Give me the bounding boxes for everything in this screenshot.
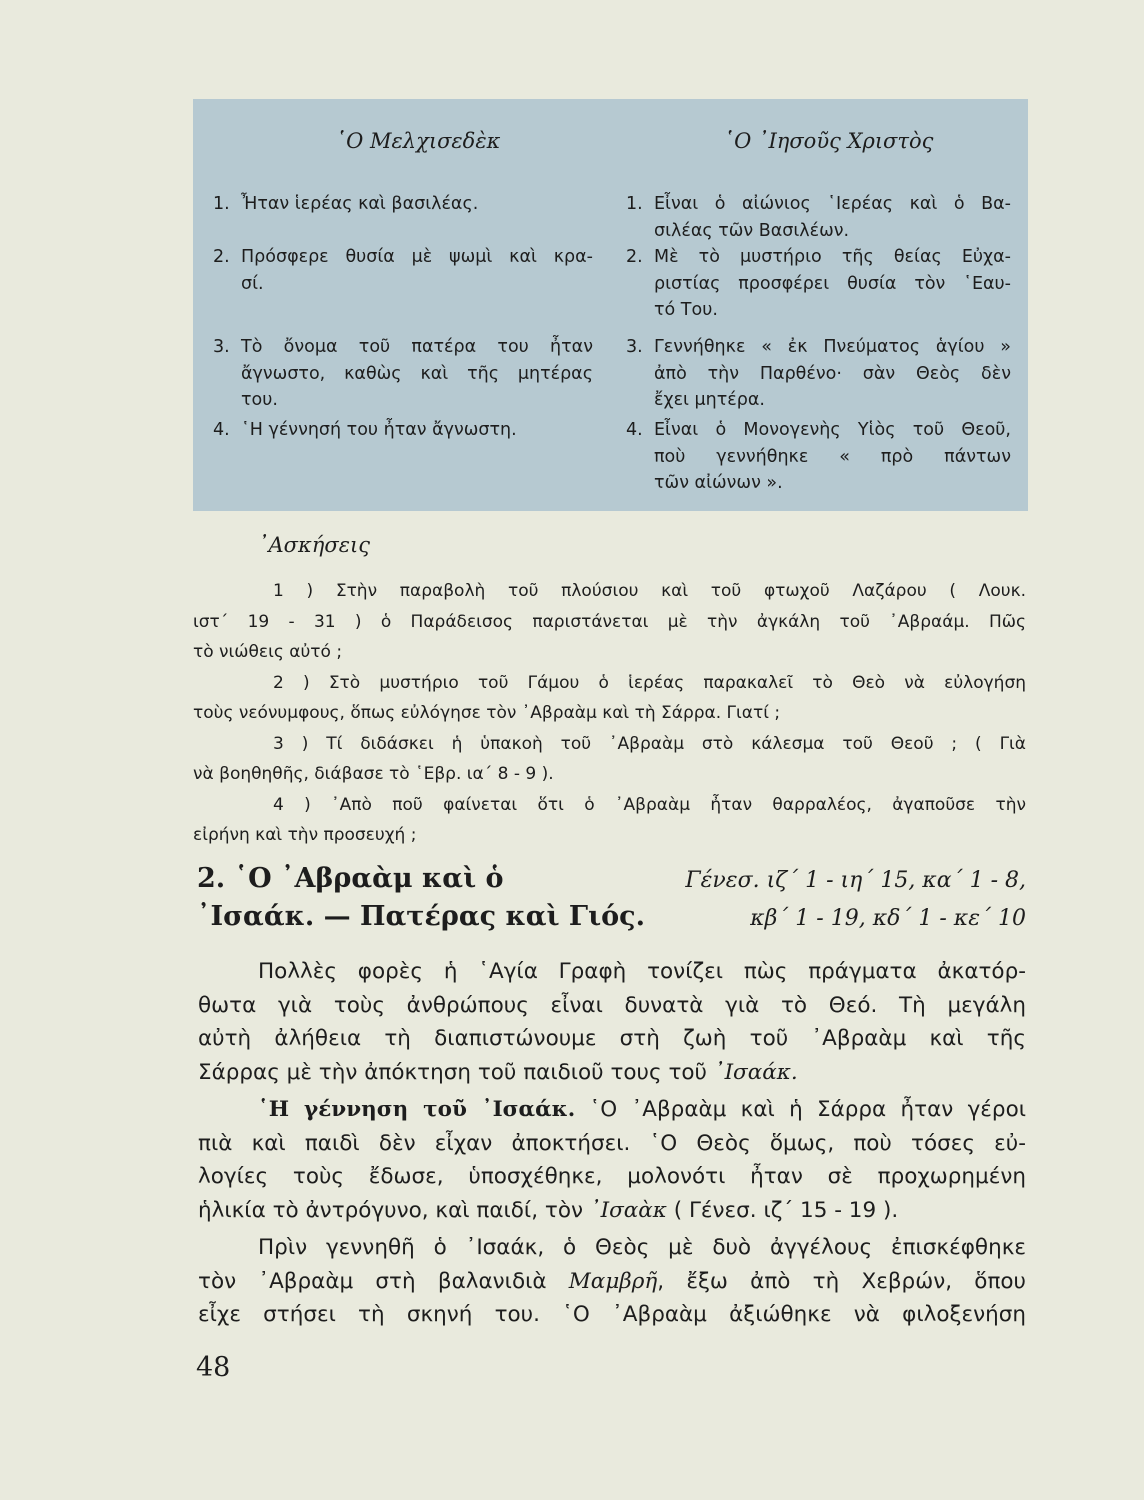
- exercises-list: [193, 576, 1026, 851]
- melchisedek-item-2: 2. Πρόσφερε θυσία μὲ ψωμὶ καὶ κρα- σί.: [213, 247, 593, 294]
- jesus-item-1: 1. Εἶναι ὁ αἰώνιος ῾Ιερέας καὶ ὁ Βα- σιλέας τῶν Βασιλέων.: [626, 194, 1011, 241]
- exercise-line: τοὺς νεόνυμφους, ὅπως εὐλόγησε τὸν ᾿Αβραὰμ καὶ τὴ Σάρρα. Γιατί ;: [193, 703, 781, 723]
- paragraph-isaac-birth: ῾Η γέννηση τοῦ ᾿Ισαάκ. ῾Ο ᾿Αβραὰμ καὶ ἡ Σάρρα ἦταν γέροι πιὰ καὶ παιδὶ δὲν εἶχαν ἀποκτήσει. ῾Ο Θεὸς ὅμως, ποὺ τόσες εὐ- λογίες τοὺς ἔδωσε, ὑποσχέθηκε, μολονότι ἦταν σὲ προχωρημένη ἡλικία τὸ ἀντρόγυνο, καὶ παιδί, τὸν ᾿Ισαὰκ ( Γένεσ. ιζ΄ 15 - 19 ).: [198, 1097, 1026, 1223]
- exercise-line: ιστ΄ 19 - 31 ) ὁ Παράδεισος παριστάνεται μὲ τὴν ἀγκάλη τοῦ ᾿Αβραάμ. Πῶς: [193, 611, 1026, 632]
- exercise-line: 3 ) Τί διδάσκει ἡ ὑπακοὴ τοῦ ᾿Αβραὰμ στὸ κάλεσμα τοῦ Θεοῦ ; ( Γιὰ: [273, 733, 1026, 754]
- exercises-heading: ᾿Ασκήσεις: [258, 533, 370, 557]
- melchisedek-item-4: 4. ῾Η γέννησή του ἦταν ἄγνωστη.: [213, 420, 517, 440]
- jesus-item-3: 3. Γεννήθηκε « ἐκ Πνεύματος ἁγίου » ἀπὸ τὴν Παρθένο· σὰν Θεὸς δὲν ἔχει μητέρα.: [626, 337, 1011, 410]
- exercise-line: τὸ νιώθεις αὐτό ;: [193, 642, 343, 662]
- exercise-line: 4 ) ᾿Απὸ ποῦ φαίνεται ὅτι ὁ ᾿Αβραὰμ ἦταν θαρραλέος, ἀγαποῦσε τὴν: [273, 794, 1026, 815]
- melchisedek-title: ῾Ο Μελχισεδὲκ: [335, 129, 501, 153]
- jesus-item-2: 2. Μὲ τὸ μυστήριο τῆς θείας Εὐχα- ριστίας προσφέρει θυσία τὸν ῾Εαυ- τό Του.: [626, 247, 1011, 320]
- melchisedek-item-3: 3. Τὸ ὄνομα τοῦ πατέρα του ἦταν ἄγνωστο, καθὼς καὶ τῆς μητέρας του.: [213, 337, 593, 410]
- jesus-item-4: 4. Εἶναι ὁ Μονογενὴς Υἱὸς τοῦ Θεοῦ, ποὺ γεννήθηκε « πρὸ πάντων τῶν αἰώνων ».: [626, 420, 1011, 493]
- paragraph-intro: Πολλὲς φορὲς ἡ ῾Αγία Γραφὴ τονίζει πὼς πράγματα ἀκατόρ- θωτα γιὰ τοὺς ἀνθρώπους εἶναι δυνατὰ γιὰ τὸ Θεό. Τὴ μεγάλη αὐτὴ ἀλήθεια τὴ διαπιστώνουμε στὴ ζωὴ τοῦ ᾿Αβραὰμ καὶ τῆς Σάρρας μὲ τὴν ἀπόκτηση τοῦ παιδιοῦ τους τοῦ ᾿Ισαάκ.: [198, 959, 1026, 1085]
- isaac-birth-subheading: ῾Η γέννηση τοῦ ᾿Ισαάκ.: [258, 1097, 576, 1122]
- scripture-reference: Γένεσ. ιζ΄ 1 - ιη΄ 15, κα΄ 1 - 8, κβ΄ 1 - 19, κδ΄ 1 - κε΄ 10: [685, 868, 1026, 931]
- melchisedek-item-1: 1. Ἦταν ἱερέας καὶ βασιλέας.: [213, 194, 479, 214]
- exercise-line: νὰ βοηθηθῆς, διάβασε τὸ ῾Εβρ. ια΄ 8 - 9 ).: [193, 764, 554, 784]
- jesus-christ-title: ῾Ο ᾿Ιησοῦς Χριστὸς: [723, 129, 934, 153]
- exercise-line: 1 ) Στὴν παραβολὴ τοῦ πλούσιου καὶ τοῦ φτωχοῦ Λαζάρου ( Λουκ.: [273, 581, 1026, 601]
- comparison-box: [193, 99, 1028, 511]
- paragraph-mamre: Πρὶν γεννηθῆ ὁ ᾿Ισαάκ, ὁ Θεὸς μὲ δυὸ ἀγγέλους ἐπισκέφθηκε τὸν ᾿Αβραὰμ στὴ βαλανιδιὰ Μαμβρῆ, ἔξω ἀπὸ τὴ Χεβρών, ὅπου εἶχε στήσει τὴ σκηνή του. ῾Ο ᾿Αβραὰμ ἀξιώθηκε νὰ φιλοξενήση: [198, 1235, 1026, 1327]
- page-number: 48: [196, 1352, 231, 1383]
- exercise-line: εἰρήνη καὶ τὴν προσευχή ;: [193, 825, 417, 845]
- exercise-line: 2 ) Στὸ μυστήριο τοῦ Γάμου ὁ ἱερέας παρακαλεῖ τὸ Θεὸ νὰ εὐλογήση: [273, 672, 1026, 693]
- section-title: 2. ῾Ο ᾿Αβραὰμ καὶ ὁ ᾿Ισαάκ. — Πατέρας καὶ Γιός.: [197, 863, 646, 932]
